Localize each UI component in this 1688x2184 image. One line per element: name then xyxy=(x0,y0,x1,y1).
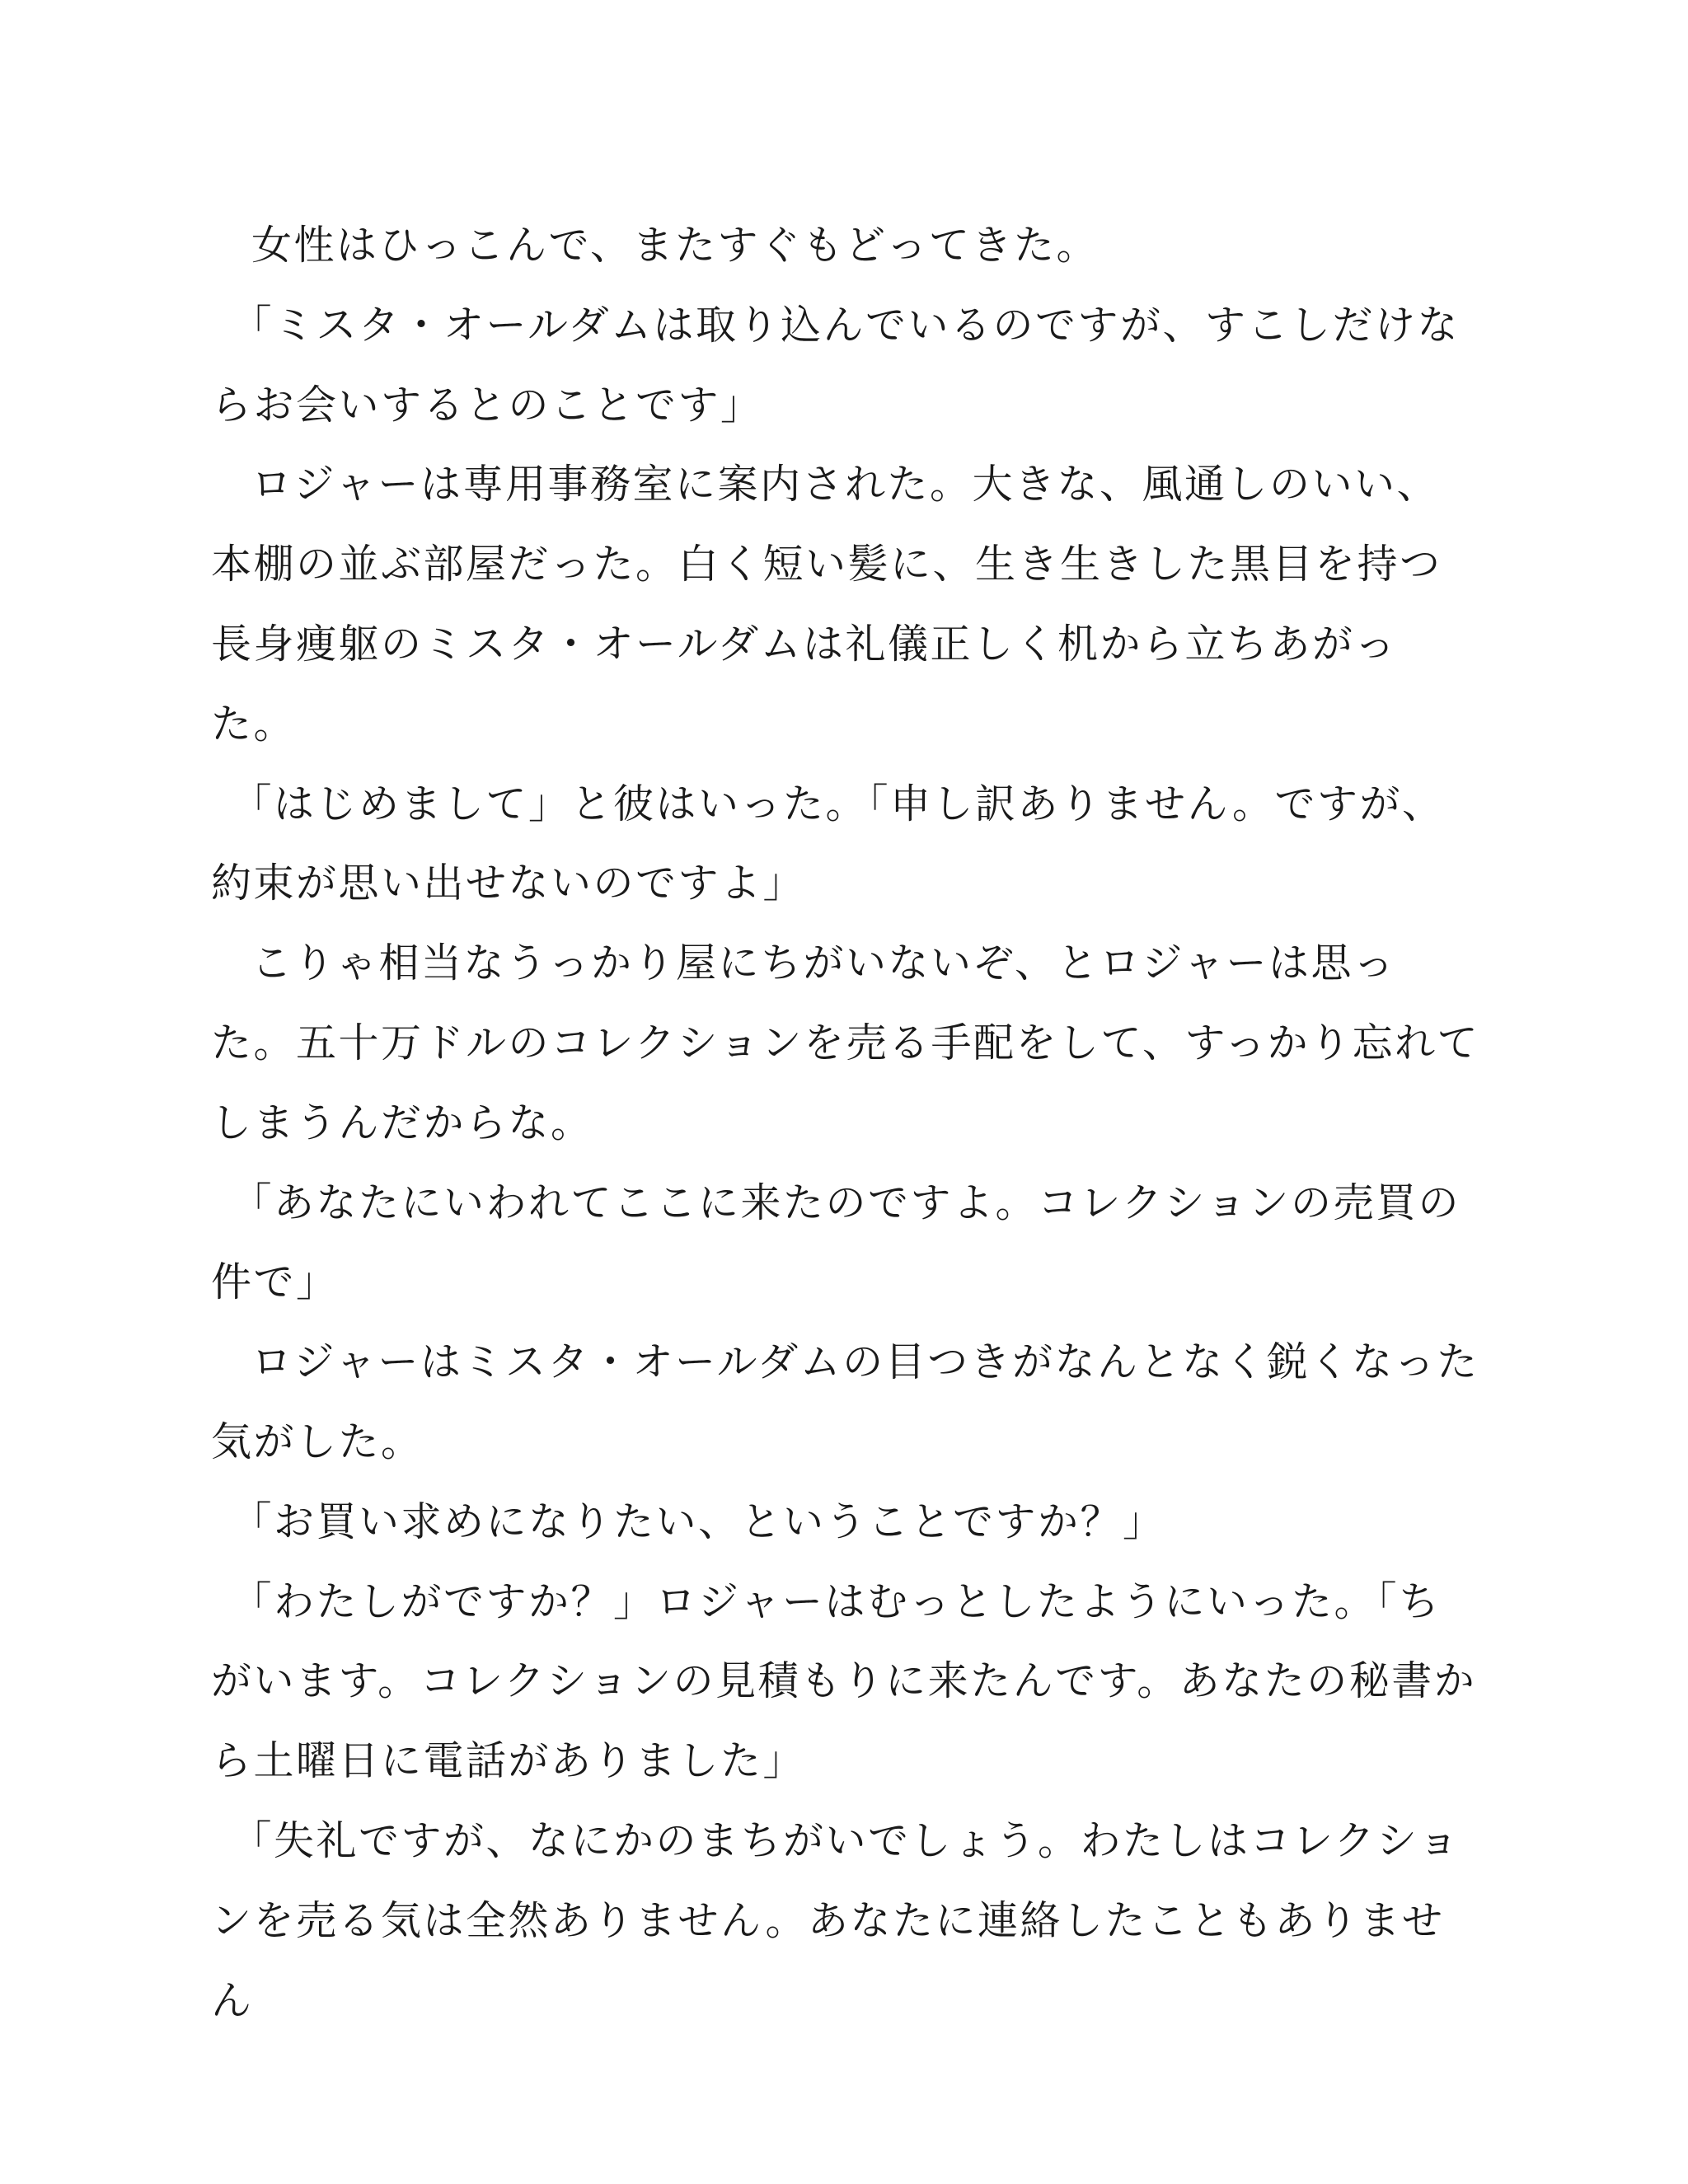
paragraph-dialogue: 「ミスタ・オールダムは取り込んでいるのですが、すこしだけならお会いするとのことです」 xyxy=(211,301,1461,429)
paragraph-dialogue: 「わたしがですか？」ロジャーはむっとしたようにいった。「ちがいます。コレクションの見積もりに来たんです。あなたの秘書から土曜日に電話がありました」 xyxy=(211,1577,1477,1785)
paragraph: こりゃ相当なうっかり屋にちがいないぞ、とロジャーは思った。五十万ドルのコレクションを売る手配をして、すっかり忘れてしまうんだからな。 xyxy=(211,940,1480,1146)
paragraph: ロジャーはミスタ・オールダムの目つきがなんとなく鋭くなった気がした。 xyxy=(211,1338,1479,1465)
paragraph-dialogue: 「お買い求めになりたい、ということですか？」 xyxy=(231,1497,1165,1545)
paragraph: ロジャーは専用事務室に案内された。大きな、風通しのいい、本棚の並ぶ部屋だった。白く短い髪に、生き生きした黒目を持つ長身痩躯のミスタ・オールダムは礼儀正しく机から立ちあがった。 xyxy=(211,461,1442,748)
paragraph-dialogue: 「はじめまして」と彼はいった。「申し訳ありません。ですが、約束が思い出せないのですよ」 xyxy=(211,780,1445,907)
paragraph: 女性はひっこんで、またすぐもどってきた。 xyxy=(251,222,1100,269)
paragraph-dialogue: 「あなたにいわれてここに来たのですよ。コレクションの売買の件で」 xyxy=(211,1179,1461,1306)
body-text xyxy=(211,206,1480,2041)
paragraph-dialogue: 「失礼ですが、なにかのまちがいでしょう。わたしはコレクションを売る気は全然ありません。あなたに連絡したこともありません xyxy=(211,1816,1461,2024)
